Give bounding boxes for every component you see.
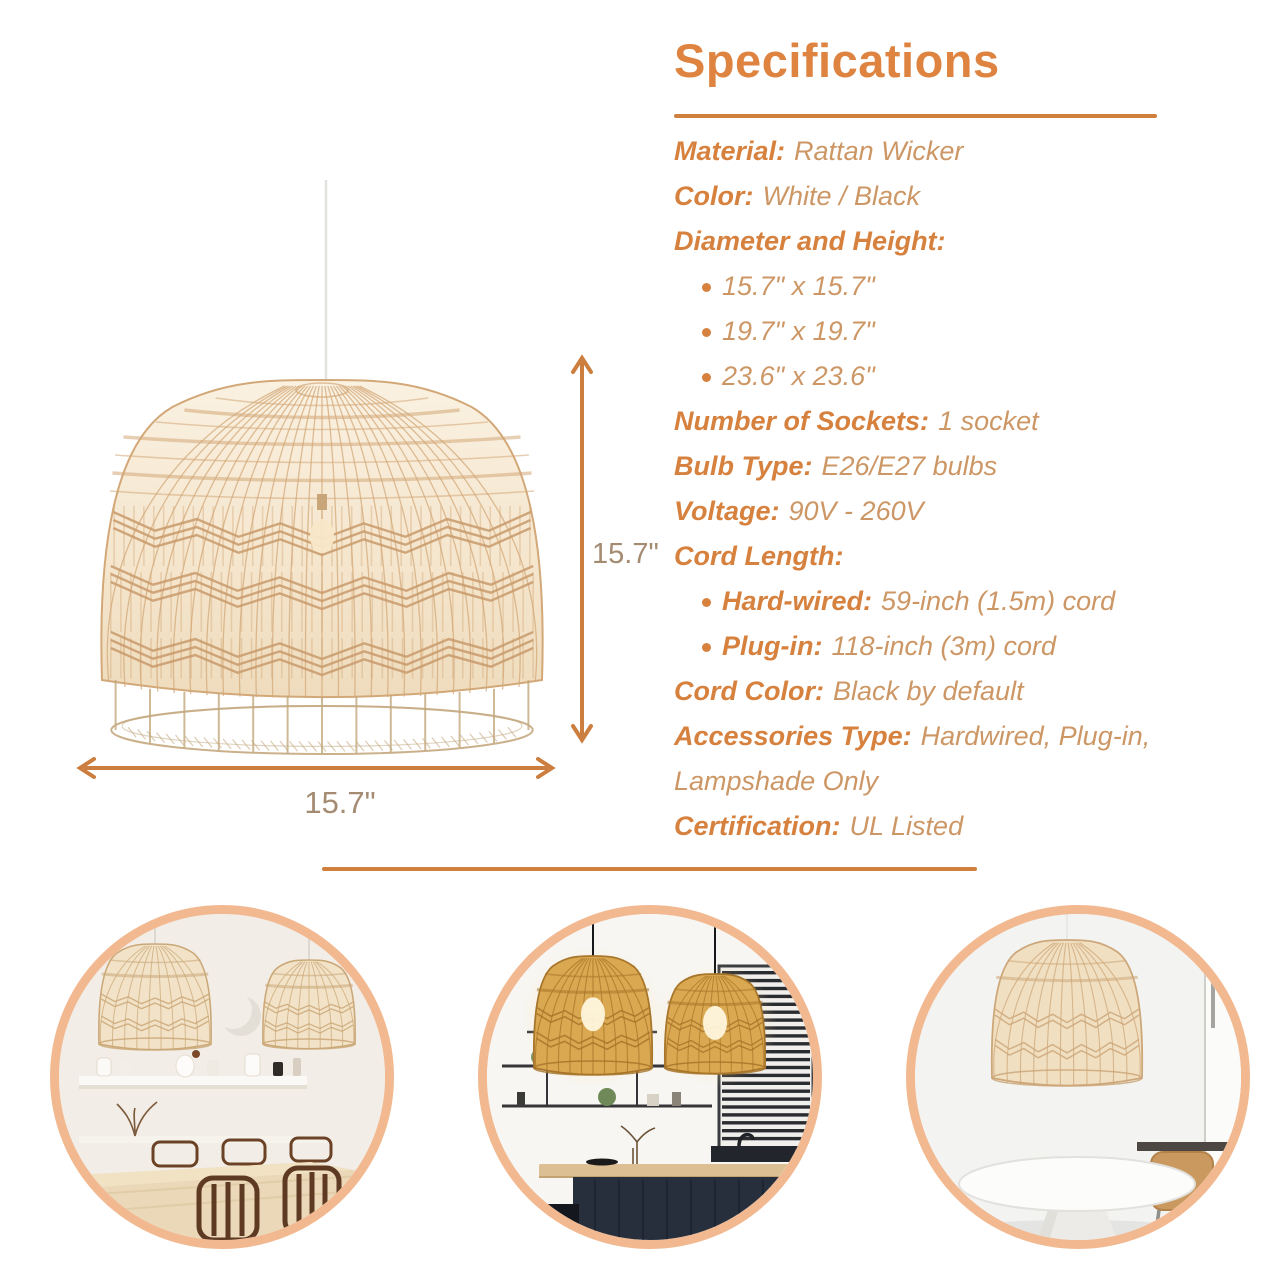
width-dimension-label: 15.7" bbox=[304, 785, 376, 820]
spec-bulb-type: Bulb Type: E26/E27 bulbs bbox=[674, 451, 998, 481]
gallery-photo-kitchen bbox=[478, 905, 822, 1249]
width-dimension-arrow bbox=[80, 759, 552, 777]
product-diagram bbox=[0, 0, 660, 840]
spec-cord-color: Cord Color: Black by default bbox=[674, 676, 1024, 706]
rattan-pendant-lamp-image bbox=[101, 380, 542, 754]
spec-size-option-2: 19.7" x 19.7" bbox=[674, 309, 1168, 354]
kitchen-scene bbox=[487, 914, 813, 1240]
spec-hardwired-cord: Hard-wired: 59-inch (1.5m) cord bbox=[674, 579, 1168, 624]
spec-sockets: Number of Sockets: 1 socket bbox=[674, 406, 1039, 436]
specifications-panel bbox=[674, 34, 1168, 849]
title-divider bbox=[674, 114, 1157, 118]
spec-accessories-type: Accessories Type: Hardwired, Plug-in, Lampshade Only bbox=[674, 721, 1151, 796]
spec-certification: Certification: UL Listed bbox=[674, 811, 964, 841]
minimal-nook-scene bbox=[915, 914, 1241, 1240]
spec-plugin-cord: Plug-in: 118-inch (3m) cord bbox=[674, 624, 1168, 669]
spec-size-option-3: 23.6" x 23.6" bbox=[674, 354, 1168, 399]
section-divider bbox=[322, 867, 977, 871]
spec-list bbox=[674, 129, 1168, 849]
spec-material: Material: Rattan Wicker bbox=[674, 136, 964, 166]
gallery-photo-dining-room bbox=[50, 905, 394, 1249]
height-dimension-label: 15.7" bbox=[592, 538, 659, 570]
spec-color: Color: White / Black bbox=[674, 181, 921, 211]
specifications-title: Specifications bbox=[674, 34, 1000, 87]
spec-diameter-height: Diameter and Height: bbox=[674, 226, 946, 256]
spec-size-option-1: 15.7" x 15.7" bbox=[674, 264, 1168, 309]
spec-cord-length: Cord Length: bbox=[674, 541, 844, 571]
height-dimension-arrow bbox=[573, 358, 591, 740]
dining-room-scene bbox=[59, 914, 385, 1240]
gallery-photo-minimal-nook bbox=[906, 905, 1250, 1249]
spec-voltage: Voltage: 90V - 260V bbox=[674, 496, 924, 526]
